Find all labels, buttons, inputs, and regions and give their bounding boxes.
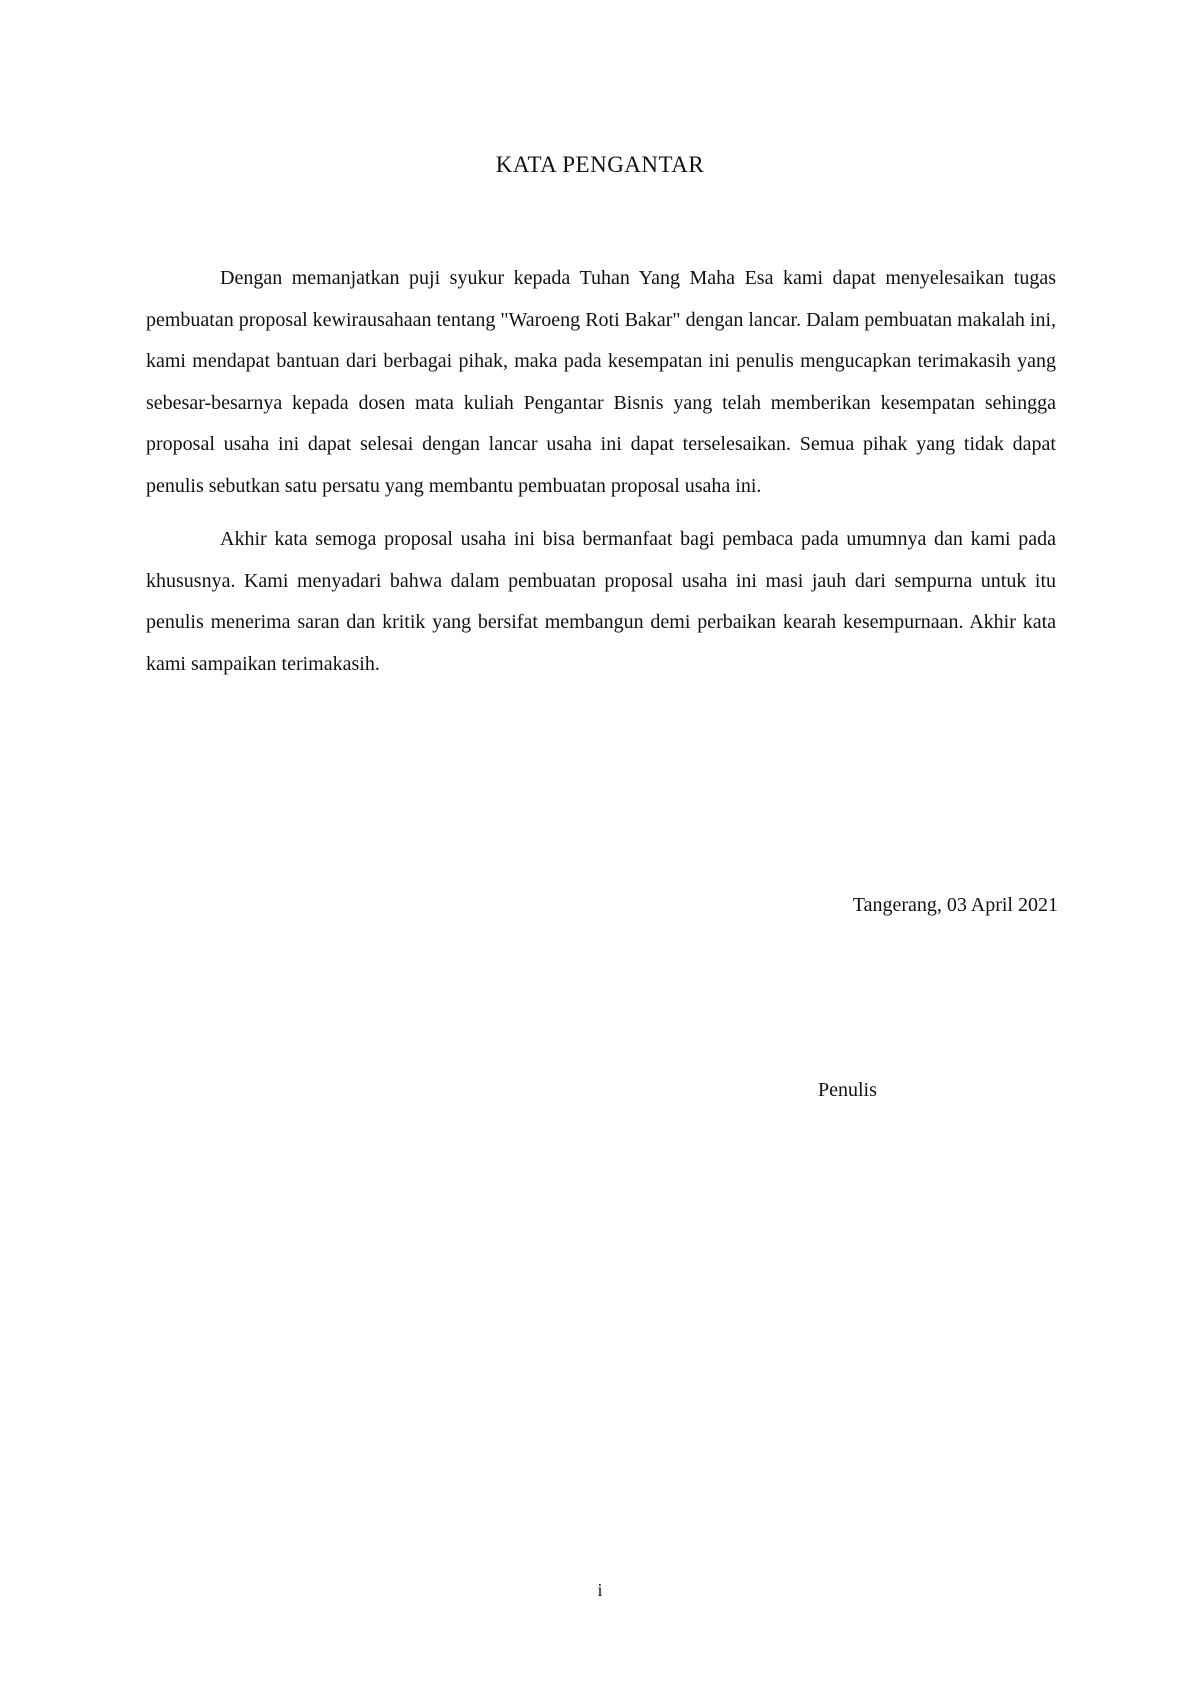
- paragraph-2: Akhir kata semoga proposal usaha ini bisa bermanfaat bagi pembaca pada umumnya dan kami pada khususnya. Kami menyadari bahwa dalam pembuatan proposal usaha ini masi jauh dari sempurna untuk itu penulis menerima saran dan kritik yang bersifat membangun demi perbaikan kearah kesempurnaan. Akhir kata kami sampaikan terimakasih.: [146, 528, 1056, 675]
- place-date: Tangerang, 03 April 2021: [852, 894, 1058, 916]
- page-number: i: [597, 1580, 603, 1600]
- paragraph-1: Dengan memanjatkan puji syukur kepada Tuhan Yang Maha Esa kami dapat menyelesaikan tugas pembuatan proposal kewirausahaan tentang "Waroeng Roti Bakar" dengan lancar. Dalam pembuatan makalah ini, kami mendapat bantuan dari berbagai pihak, maka pada kesempatan ini penulis mengucapkan terimakasih yang sebesar-besarnya kepada dosen mata kuliah Pengantar Bisnis yang telah memberikan kesempatan sehingga proposal usaha ini dapat selesai dengan lancar usaha ini dapat terselesaikan. Semua pihak yang tidak dapat penulis sebutkan satu persatu yang membantu pembuatan proposal usaha ini.: [146, 267, 1056, 497]
- page-title: KATA PENGANTAR: [495, 152, 705, 177]
- body-text: [146, 258, 1056, 685]
- author-signature: Penulis: [818, 1079, 877, 1101]
